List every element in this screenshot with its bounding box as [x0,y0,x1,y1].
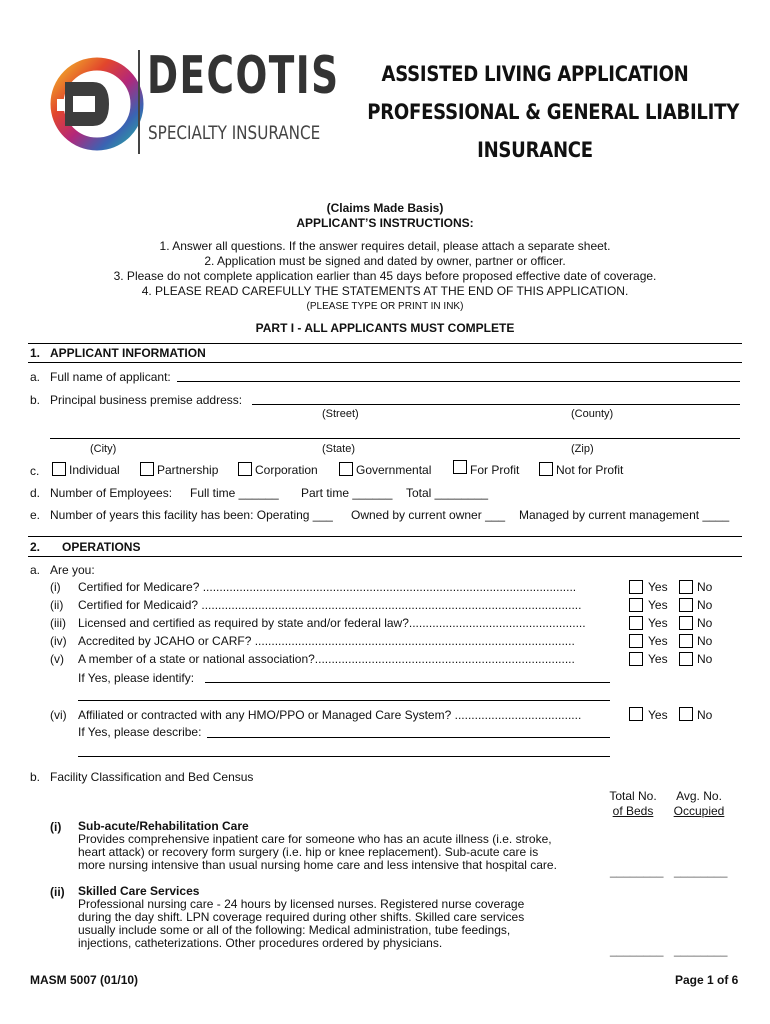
roman-numeral: (iv) [50,634,67,648]
item-letter: a. [30,563,41,577]
entity-option-label: Corporation [255,463,318,477]
instructions-note: (PLEASE TYPE OR PRINT IN INK) [306,301,464,312]
no-label: No [697,634,713,648]
county-caption: (County) [571,408,614,420]
roman-numeral: (ii) [50,598,64,612]
classification-title: Skilled Care Services [78,884,200,898]
classification-title: Sub-acute/Rehabilitation Care [78,819,249,833]
section-number: 2. [30,540,41,554]
city-state-zip-field[interactable] [50,438,740,439]
zip-caption: (Zip) [571,443,594,455]
question-text: A member of a state or national association?.............................................................................. [78,652,575,666]
yes-checkbox[interactable] [629,634,643,648]
classification-block [78,885,524,950]
title-line-1: ASSISTED LIVING APPLICATION [381,62,689,86]
are-you-label: Are you: [50,563,95,577]
no-checkbox[interactable] [679,634,693,648]
no-label: No [697,652,713,666]
classification-desc: more nursing intensive than usual nursing home care and less intensive that hospital care. [78,858,557,872]
occupied-beds-field[interactable]: ________ [674,864,728,878]
instruction-item: 4. PLEASE READ CAREFULLY THE STATEMENTS AT THE END OF THIS APPLICATION. [141,284,629,298]
describe-field[interactable] [207,737,610,738]
question-text: Affiliated or contracted with any HMO/PPO or Managed Care System? ...................................... [78,708,582,722]
entity-governmental-checkbox[interactable] [339,462,353,476]
no-label: No [697,598,713,612]
form-title [340,55,740,169]
question-text: Accredited by JCAHO or CARF? ................................................................................................ [78,634,575,648]
street-county-field[interactable] [252,404,740,405]
address-label: Principal business premise address: [50,393,243,407]
section-title: OPERATIONS [62,540,141,554]
classification-desc: Provides comprehensive inpatient care for someone who has an acute illness (i.e. stroke, [78,832,552,846]
identify-label: If Yes, please identify: [78,671,195,685]
yes-label: Yes [648,652,668,666]
yes-checkbox[interactable] [629,616,643,630]
employees-label: Number of Employees: [50,486,173,500]
item-letter: e. [30,508,41,522]
instruction-item: 3. Please do not complete application earlier than 45 days before proposed effective date of coverage. [113,269,657,283]
instruction-item: 2. Application must be signed and dated by owner, partner or officer. [204,254,566,268]
no-label: No [697,708,713,722]
page-number: Page 1 of 6 [675,973,739,987]
yes-label: Yes [648,580,668,594]
years-operating-field[interactable]: Number of years this facility has been: Operating ___ [50,508,333,522]
classification-desc: during the day shift. LPN coverage required during other shifts. Skilled care services [78,910,525,924]
no-checkbox[interactable] [679,598,693,612]
entity-partnership-checkbox[interactable] [140,462,154,476]
no-label: No [697,580,713,594]
entity-option-label: Governmental [356,463,432,477]
street-caption: (Street) [322,408,359,420]
classification-block [78,820,557,872]
roman-numeral: (i) [50,580,61,594]
yes-checkbox[interactable] [629,652,643,666]
facility-classification-label: Facility Classification and Bed Census [50,770,254,784]
entity-option-label: For Profit [470,463,520,477]
roman-numeral: (i) [50,820,62,834]
no-checkbox[interactable] [679,707,693,721]
years-managed-field[interactable]: Managed by current management ____ [519,508,730,522]
instructions-heading: APPLICANT’S INSTRUCTIONS: [296,216,474,230]
item-letter: c. [30,464,40,478]
title-line-2: PROFESSIONAL & GENERAL LIABILITY [367,100,740,124]
classification-desc: heart attack) or recovery form surgery (i.e. hip or knee replacement). Sub-acute care is [78,845,539,859]
item-letter: a. [30,370,41,384]
describe-label: If Yes, please describe: [78,725,202,739]
roman-numeral: (vi) [50,708,67,722]
total-beds-field[interactable]: ________ [610,864,664,878]
city-caption: (City) [90,443,117,455]
title-line-3: INSURANCE [477,138,593,162]
occupied-beds-field[interactable]: ________ [674,943,728,957]
identify-field-2[interactable] [78,700,610,701]
column-header-line: of Beds [612,804,654,818]
instructions [0,201,770,314]
applicant-name-label: Full name of applicant: [50,370,171,384]
occupied-column-header [666,789,732,819]
total-beds-field[interactable]: ________ [610,943,664,957]
yes-label: Yes [648,634,668,648]
item-letter: b. [30,393,41,407]
entity-option-label: Individual [69,463,120,477]
entity-option-label: Partnership [157,463,219,477]
column-header-line: Occupied [673,804,725,818]
full-time-field[interactable]: Full time ______ [190,486,279,500]
classification-desc: injections, catheterizations. Other procedures ordered by physicians. [78,936,443,950]
classification-desc: usually include some or all of the following: Medical administration, tube feedings, [78,923,511,937]
yes-label: Yes [648,616,668,630]
roman-numeral: (v) [50,652,64,666]
applicant-name-field[interactable] [177,381,740,382]
brand-name: DECOTIS [147,46,340,106]
beds-column-header [598,789,668,819]
classification-desc: Professional nursing care - 24 hours by licensed nurses. Registered nurse coverage [78,897,525,911]
brand-tagline: SPECIALTY INSURANCE [148,122,321,144]
item-letter: d. [30,486,41,500]
no-checkbox[interactable] [679,580,693,594]
describe-field-2[interactable] [78,756,610,757]
entity-not-for-profit-checkbox[interactable] [539,462,553,476]
section-number: 1. [30,346,41,360]
question-text: Certified for Medicare? ................................................................................................................ [78,580,577,594]
yes-label: Yes [648,598,668,612]
column-header-line: Avg. No. [676,789,722,803]
entity-option-label: Not for Profit [556,463,624,477]
part-heading: PART I - ALL APPLICANTS MUST COMPLETE [255,321,515,335]
no-checkbox[interactable] [679,616,693,630]
state-caption: (State) [322,443,356,455]
section-title: APPLICANT INFORMATION [50,346,206,360]
column-header-line: Total No. [609,789,657,803]
logo [45,46,340,160]
claims-basis: (Claims Made Basis) [326,201,444,215]
part-time-field[interactable]: Part time ______ [301,486,393,500]
years-owned-field[interactable]: Owned by current owner ___ [351,508,506,522]
no-checkbox[interactable] [679,652,693,666]
no-label: No [697,616,713,630]
entity-corporation-checkbox[interactable] [238,462,252,476]
question-text: Certified for Medicaid? .................................................................................................................. [78,598,582,612]
instruction-item: 1. Answer all questions. If the answer requires detail, please attach a separate sheet. [159,239,611,253]
roman-numeral: (iii) [50,616,66,630]
question-text: Licensed and certified as required by state and/or federal law?..................................................... [78,616,586,630]
yes-checkbox[interactable] [629,598,643,612]
identify-field[interactable] [205,682,610,683]
roman-numeral: (ii) [50,885,65,899]
yes-checkbox[interactable] [629,707,643,721]
item-letter: b. [30,770,41,784]
entity-for-profit-checkbox[interactable] [453,460,467,474]
yes-checkbox[interactable] [629,580,643,594]
entity-individual-checkbox[interactable] [52,462,66,476]
yes-label: Yes [648,708,668,722]
decotis-monogram-icon [45,52,145,152]
total-employees-field[interactable]: Total ________ [406,486,489,500]
form-number: MASM 5007 (01/10) [30,973,139,987]
